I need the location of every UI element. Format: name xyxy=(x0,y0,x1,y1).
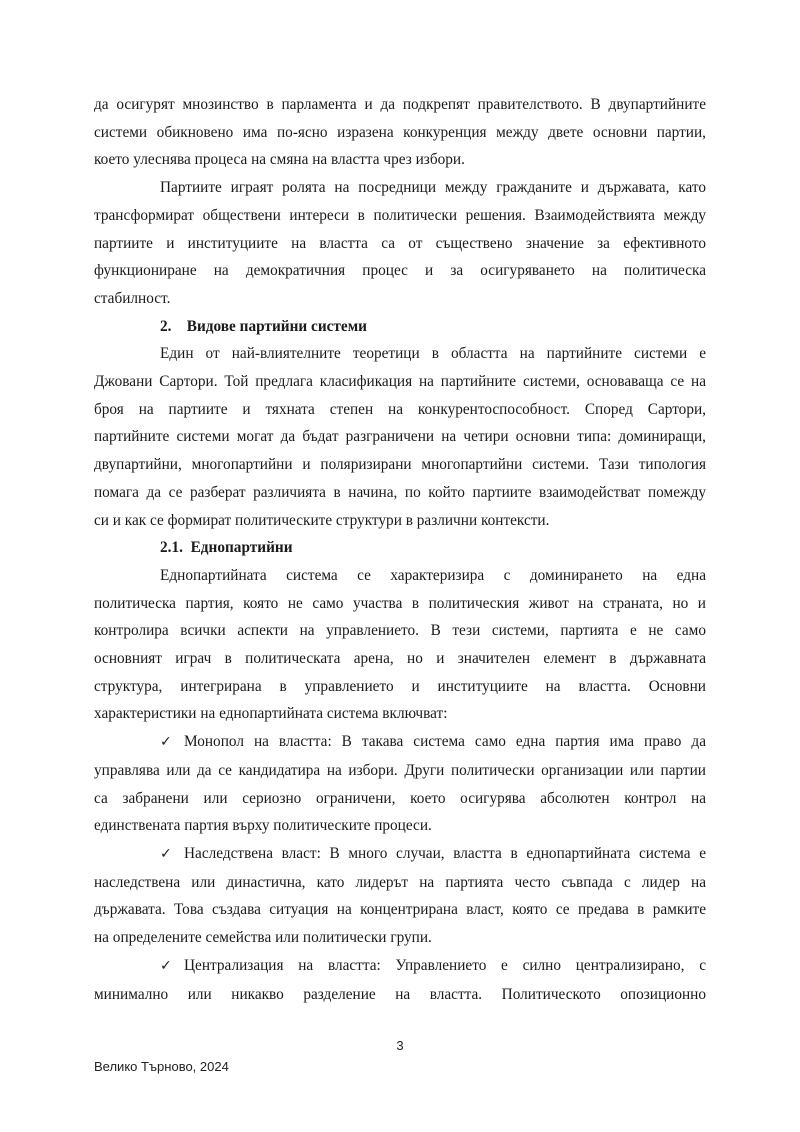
checkmark-icon: ✓ xyxy=(160,734,172,751)
text-line: помага да се разберат различията в начина, по който партиите взаимодействат помежду xyxy=(94,483,706,501)
body-text xyxy=(94,91,706,1008)
intro-paragraph xyxy=(94,91,706,174)
text-line: минимално или никакво разделение на властта. Политическото опозиционно xyxy=(94,985,706,1003)
text-line: трансформират обществени интереси в политически решения. Взаимодействията между xyxy=(94,206,706,224)
text-line: което улеснява процеса на смяна на властта чрез избори. xyxy=(94,151,465,169)
text-line: Еднопартийната система се характеризира с доминирането на една xyxy=(160,566,706,584)
paragraph xyxy=(94,340,706,534)
section-heading: 2. Видове партийни системи xyxy=(160,317,367,335)
text-line: държавата. Това създава ситуация на концентрирана власт, която се предава в рамките xyxy=(94,901,706,919)
text-line: основният играч в политическата арена, но и значителен елемент в държавната xyxy=(94,650,706,668)
paragraph xyxy=(94,562,706,728)
text-line: броя на партиите и тяхната степен на конкурентоспособност. Според Сартори, xyxy=(94,400,706,418)
text-line: стабилност. xyxy=(94,289,171,307)
text-line: контролира всички аспекти на управлението. В тези системи, партията е не само xyxy=(94,622,706,640)
text-line: единствената партия върху политическите процеси. xyxy=(94,817,432,835)
bullet-item xyxy=(94,728,706,840)
text-line: на определените семейства или политически групи. xyxy=(94,929,432,947)
text-line: си и как се формират политическите структури в различни контексти. xyxy=(94,511,550,529)
page-number: 3 xyxy=(396,1038,404,1053)
text-line: управлява или да се кандидатира на избори. Други политически организации или партии xyxy=(94,761,706,779)
text-line: са забранени или сериозно ограничени, което осигурява абсолютен контрол на xyxy=(94,789,706,807)
checkmark-icon: ✓ xyxy=(160,845,172,862)
text-line: политическа партия, която не само участва в политическия живот на страната, но и xyxy=(94,594,706,612)
text-line: двупартийни, многопартийни и поляризирани многопартийни системи. Тази типология xyxy=(94,456,706,474)
subsection-heading: 2.1. Еднопартийни xyxy=(160,539,293,557)
text-line: системи обикновено има по-ясно изразена конкуренция между двете основни партии, xyxy=(94,123,706,141)
text-line: партийните системи могат да бъдат разграничени на четири основни типа: доминиращи, xyxy=(94,428,706,446)
footer-text: Велико Търново, 2024 xyxy=(94,1059,229,1074)
text-line: Един от най-влиятелните теоретици в областта на партийните системи е xyxy=(160,345,706,363)
bullet-item xyxy=(94,840,706,952)
text-line: наследствена или династична, като лидерът на партията често съвпада с лидер на xyxy=(94,873,706,891)
text-line: да осигурят мнозинство в парламента и да подкрепят правителството. В двупартийните xyxy=(94,96,706,113)
bullet-item xyxy=(94,952,706,1008)
text-line: Партиите играят ролята на посредници между гражданите и държавата, като xyxy=(160,179,706,197)
paragraph xyxy=(94,174,706,313)
checkmark-icon: ✓ xyxy=(160,957,172,974)
text-line: ✓ Наследствена власт: В много случаи, властта в еднопартийната система е xyxy=(94,840,706,869)
text-line: партиите и институциите на властта са от съществено значение за ефективното xyxy=(94,234,706,252)
text-line: характеристики на еднопартийната система включват: xyxy=(94,705,448,723)
text-line: функциониране на демократичния процес и за осигуряването на политическа xyxy=(94,262,706,280)
text-line: структура, интегрирана в управлението и институциите на властта. Основни xyxy=(94,677,706,695)
text-line: Джовани Сартори. Той предлага класификация на партийните системи, основаваща се на xyxy=(94,373,706,391)
text-line: ✓ Централизация на властта: Управлението е силно централизирано, с xyxy=(94,952,706,981)
text-line: ✓ Монопол на властта: В такава система само една партия има право да xyxy=(94,728,706,757)
